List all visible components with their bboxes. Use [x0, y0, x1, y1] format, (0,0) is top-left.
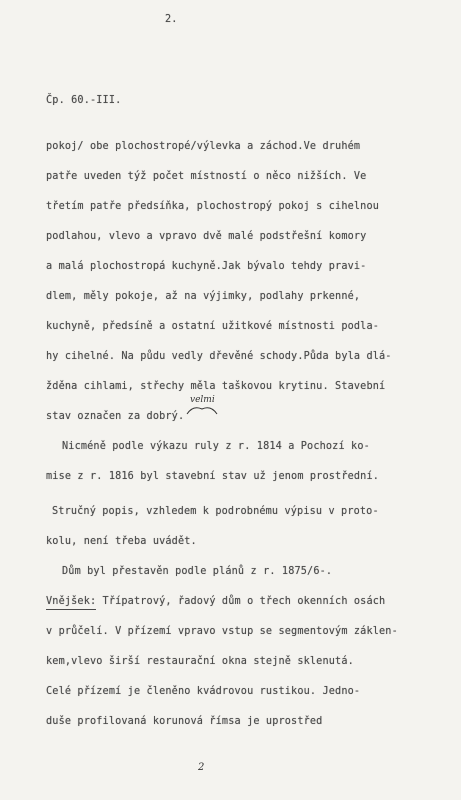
text-line: mise z r. 1816 byl stavební stav už jenom prostřední.	[46, 471, 380, 482]
text-line: a malá plochostropá kuchyně.Jak bývalo tehdy pravi-	[46, 261, 367, 272]
text-line: pokoj/ obe plochostropé/výlevka a záchod.Ve druhém	[46, 141, 361, 152]
text-line: v průčelí. V přízemí vpravo vstup se segmentovým záklen-	[46, 626, 398, 637]
section-heading: Čp. 60.-III.	[46, 95, 122, 106]
text-line: duše profilovaná korunová římsa je uprostřed	[46, 716, 323, 727]
text-line: dlem, měly pokoje, až na výjimky, podlahy prkenné,	[46, 291, 361, 302]
text-line: třetím patře předsíňka, plochostropý pokoj s cihelnou	[46, 201, 380, 212]
text-line: Dům byl přestavěn podle plánů z r. 1875/6-.	[62, 566, 333, 577]
text-line: kolu, není třeba uvádět.	[46, 536, 197, 547]
text-line: kem,vlevo širší restaurační okna stejně sklenutá.	[46, 656, 354, 667]
text-line: hy cihelné. Na půdu vedly dřevěné schody.Půda byla dlá-	[46, 351, 392, 362]
page-header-number: 2.	[165, 14, 178, 25]
text-line: Stručný popis, vzhledem k podrobnému výpisu v proto-	[52, 506, 379, 517]
footer-page-number: 2	[198, 762, 205, 773]
text-line: stav označen za dobrý.	[46, 411, 185, 422]
insertion-caret-mark	[185, 403, 219, 415]
heading-underline	[46, 609, 96, 610]
text-line: Nicméně podle výkazu ruly z r. 1814 a Pochozí ko-	[62, 441, 370, 452]
text-line: kuchyně, předsíně a ostatní užitkové místnosti podla-	[46, 321, 380, 332]
text-line: Vnějšek: Třípatrový, řadový dům o třech okenních osách	[46, 596, 386, 607]
text-line: patře uveden týž počet místností o něco nižších. Ve	[46, 171, 367, 182]
text-line: Celé přízemí je členěno kvádrovou rustikou. Jedno-	[46, 686, 361, 697]
handwritten-insert: velmi	[190, 395, 215, 405]
text-line: podlahou, vlevo a vpravo dvě malé podstřešní komory	[46, 231, 367, 242]
text-line: žděna cihlami, střechy měla taškovou krytinu. Stavební	[46, 381, 386, 392]
